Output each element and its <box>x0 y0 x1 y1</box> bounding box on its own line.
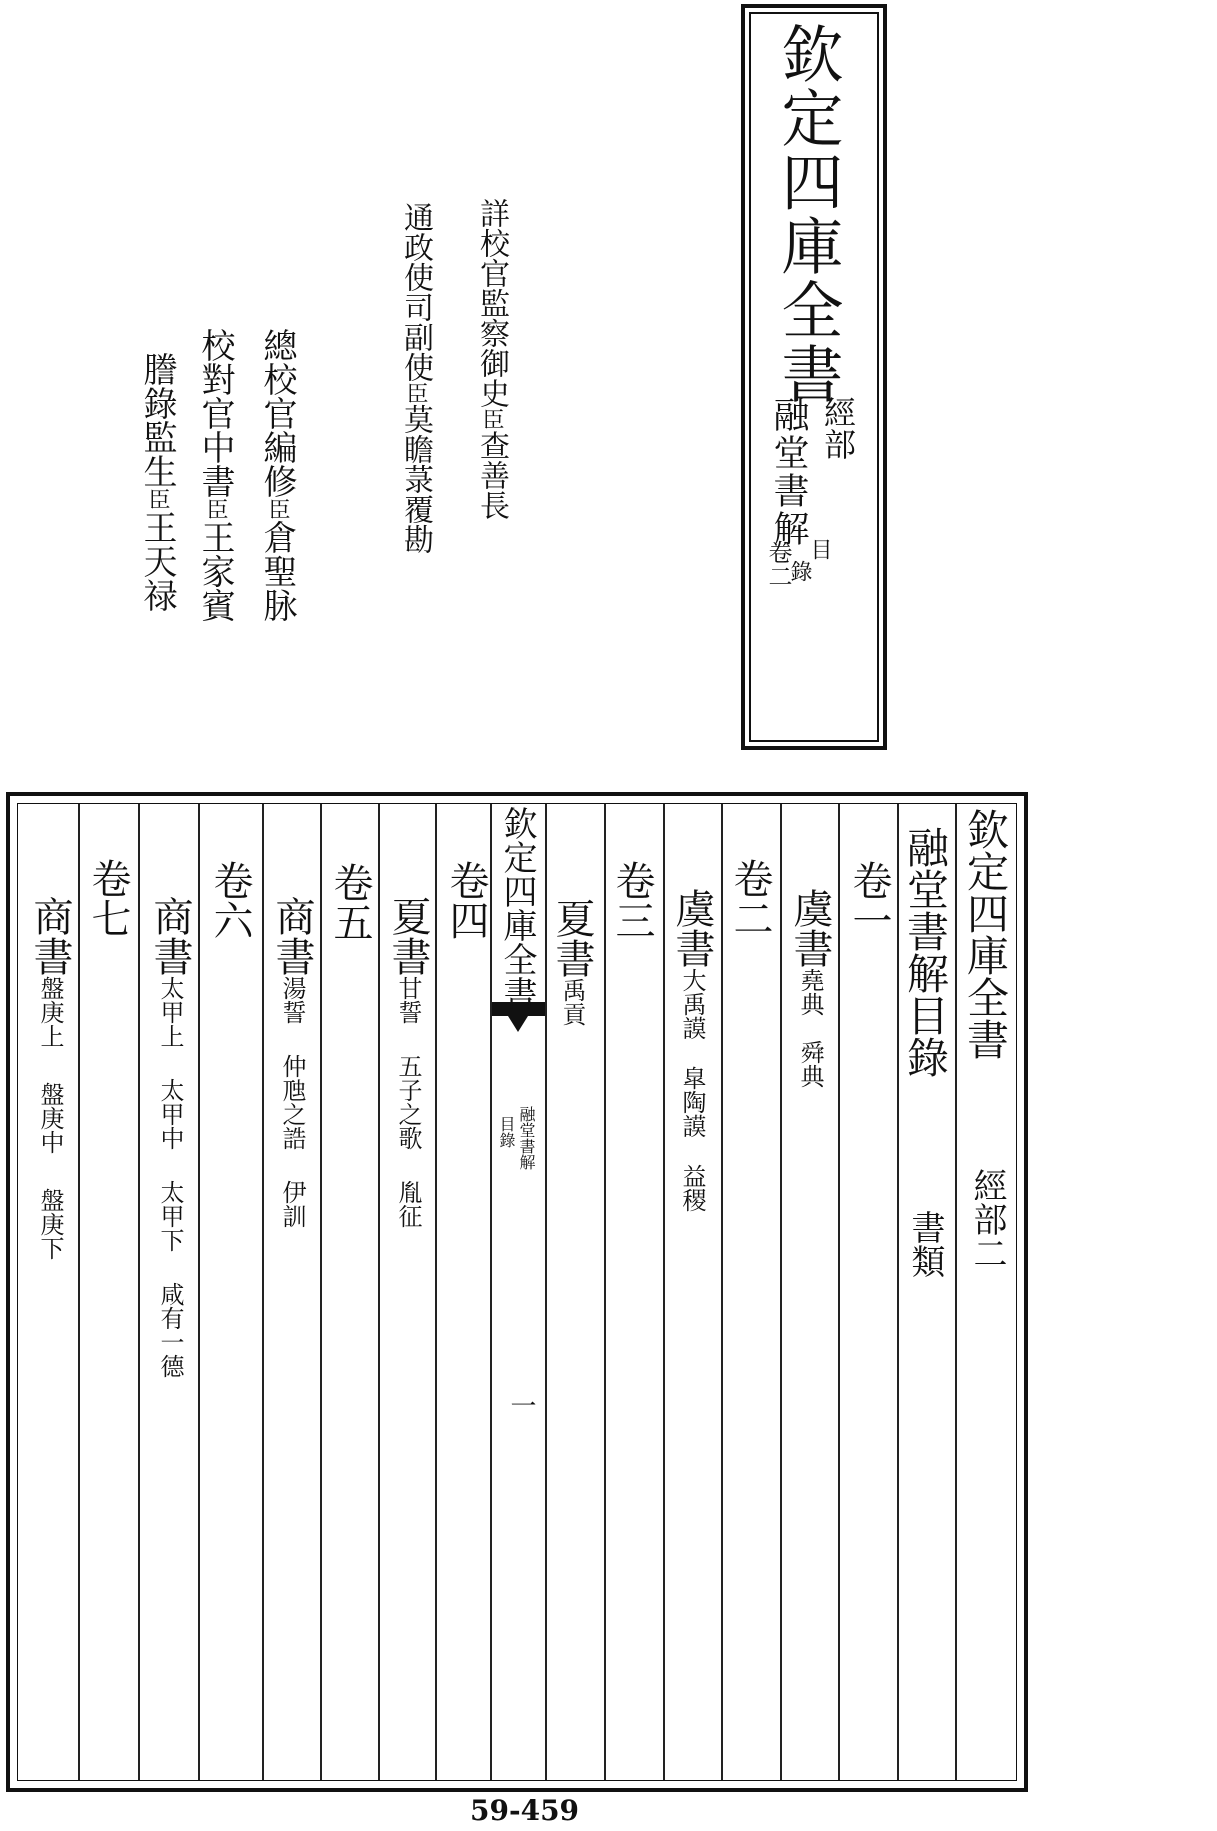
fold-rule-right <box>545 804 547 1780</box>
official-1 <box>474 198 509 520</box>
official-1-title: 詳校官監察御史 <box>474 198 509 408</box>
chapter: 甘誓 <box>394 976 422 1024</box>
juan-1-entry <box>787 888 833 1088</box>
juan-3-entry <box>549 898 595 1026</box>
cover-category: 經部 <box>819 396 857 460</box>
cover-volume: 卷二 <box>764 540 792 588</box>
juan-5-head: 卷五 <box>327 862 373 942</box>
juan-4-book: 夏書 <box>385 896 431 976</box>
toc-book-title: 融堂書解目錄 <box>901 826 950 1078</box>
official-5 <box>137 352 177 612</box>
juan-2-head: 卷二 <box>727 858 773 938</box>
juan-4-entry <box>385 896 431 1228</box>
official-5-rank: 臣 <box>145 488 170 510</box>
chapter: 太甲中 <box>156 1078 184 1150</box>
col-rule <box>262 804 264 1780</box>
col-rule <box>604 804 606 1780</box>
official-1-name: 查善長 <box>474 430 509 520</box>
col-rule <box>838 804 840 1780</box>
cover-title: 欽定四庫全書 <box>771 22 844 406</box>
juan-5-book: 商書 <box>269 896 315 976</box>
col-rule <box>780 804 782 1780</box>
fold-title: 欽定四庫全書 <box>497 806 537 1010</box>
toc-subject: 書類 <box>905 1210 945 1278</box>
col-rule <box>320 804 322 1780</box>
juan-7-head: 卷七 <box>85 858 131 938</box>
chapter: 伊訓 <box>278 1180 306 1228</box>
juan-4-head: 卷四 <box>443 860 489 940</box>
fold-page-number: 一 <box>506 1392 536 1418</box>
juan-5-entry <box>269 896 315 1228</box>
fold-rule-left <box>490 804 492 1780</box>
chapter: 咸有一德 <box>156 1282 184 1378</box>
official-3-rank: 臣 <box>265 498 290 520</box>
juan-3-head: 卷三 <box>609 860 655 940</box>
page-number: 59-459 <box>470 1794 580 1827</box>
chapter: 五子之歌 <box>394 1054 422 1150</box>
chapter: 大禹謨 <box>678 968 706 1040</box>
fold-fishtail-notch <box>508 1016 528 1032</box>
fold-section: 目錄 <box>497 1116 516 1148</box>
juan-6-head: 卷六 <box>207 860 253 940</box>
official-2-title: 通政使司副使 <box>398 202 433 382</box>
chapter: 禹貢 <box>558 978 586 1026</box>
official-5-name: 王天禄 <box>137 510 177 612</box>
chapter: 盤庚下 <box>36 1188 64 1260</box>
chapter: 皐陶謨 <box>678 1066 706 1138</box>
toc-page-category: 經部二 <box>967 1168 1007 1270</box>
chapter: 堯典 <box>796 968 824 1016</box>
official-2 <box>398 202 433 554</box>
official-1-rank: 臣 <box>479 408 504 430</box>
juan-2-book: 虞書 <box>669 888 715 968</box>
chapter: 盤庚中 <box>36 1082 64 1154</box>
col-rule <box>955 804 957 1780</box>
official-2-name: 莫瞻菉覆勘 <box>398 404 433 554</box>
official-3-title: 總校官編修 <box>257 328 297 498</box>
col-rule <box>138 804 140 1780</box>
chapter: 湯誓 <box>278 976 306 1024</box>
juan-2-entry <box>669 888 715 1212</box>
col-rule <box>378 804 380 1780</box>
official-3-name: 倉聖脉 <box>257 520 297 622</box>
juan-7-entry <box>27 896 73 1260</box>
col-rule <box>721 804 723 1780</box>
juan-1-book: 虞書 <box>787 888 833 968</box>
chapter: 舜典 <box>796 1040 824 1088</box>
chapter: 胤征 <box>394 1180 422 1228</box>
col-rule <box>663 804 665 1780</box>
juan-6-book: 商書 <box>147 896 193 976</box>
col-rule <box>435 804 437 1780</box>
col-rule <box>897 804 899 1780</box>
official-4-title: 校對官中書 <box>195 328 235 498</box>
cover-note-bottom: 錄 <box>787 560 812 582</box>
official-3 <box>257 328 297 622</box>
juan-6-entry <box>147 896 193 1378</box>
chapter: 太甲上 <box>156 976 184 1048</box>
official-2-rank: 臣 <box>403 382 428 404</box>
cover-note-top: 目 <box>807 538 832 560</box>
official-4 <box>195 328 235 622</box>
official-4-name: 王家賓 <box>195 520 235 622</box>
juan-3-book: 夏書 <box>549 898 595 978</box>
juan-1-head: 卷一 <box>846 860 892 940</box>
juan-7-book: 商書 <box>27 896 73 976</box>
chapter: 益稷 <box>678 1164 706 1212</box>
chapter: 仲虺之誥 <box>278 1054 306 1150</box>
fold-book: 融堂書解 <box>517 1106 536 1170</box>
toc-page-title: 欽定四庫全書 <box>961 808 1010 1060</box>
col-rule <box>198 804 200 1780</box>
chapter: 太甲下 <box>156 1180 184 1252</box>
col-rule <box>78 804 80 1780</box>
official-4-rank: 臣 <box>203 498 228 520</box>
chapter: 盤庚上 <box>36 976 64 1048</box>
official-5-title: 謄錄監生 <box>137 352 177 488</box>
cover-book-title: 融堂書解 <box>768 396 809 548</box>
